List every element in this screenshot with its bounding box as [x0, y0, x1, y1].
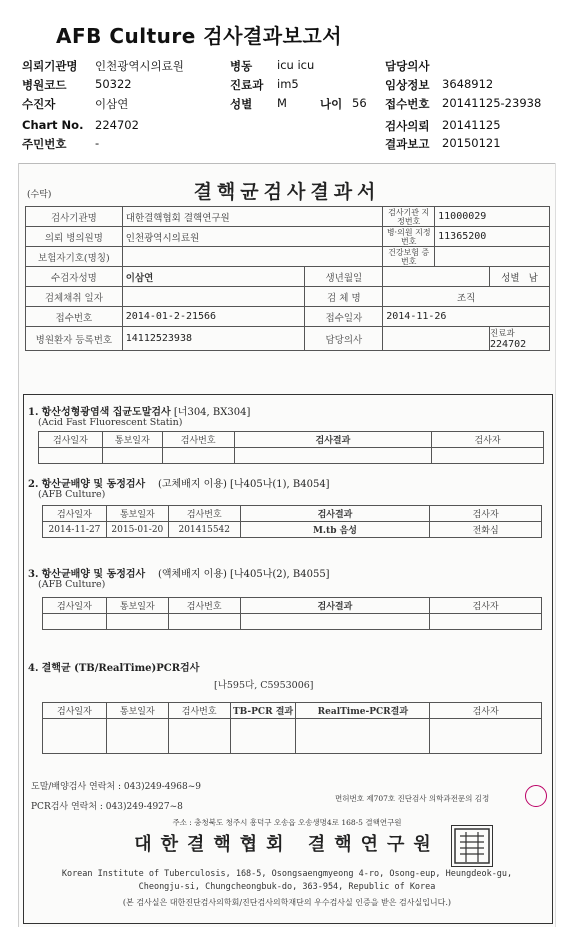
- hospital-code-label: 병원코드: [22, 78, 67, 92]
- dept-label: 진료과: [230, 78, 264, 92]
- section-1-code: [너304, BX304]: [173, 407, 251, 418]
- form-doctor: [383, 327, 490, 351]
- org-code-label: 검사기관 지정번호: [383, 207, 435, 227]
- specimen-label: 검 체 명: [305, 287, 383, 307]
- req-code-label: 병·의원 지정번호: [383, 227, 435, 247]
- contact-culture: 도말/배양검사 연락처 : 043)249-4968~9: [31, 782, 201, 792]
- section-3-subtitle: (AFB Culture): [38, 579, 106, 590]
- receipt-no: 20141125-23938: [442, 96, 542, 110]
- patient-label: 수진자: [22, 97, 56, 111]
- name-label: 수검자성명: [26, 267, 123, 287]
- age-label: 나이: [320, 97, 343, 111]
- receipt: 2014-01-2-21566: [122, 307, 305, 327]
- address-en-2: Cheongju-si, Chungcheongbuk-do, 363-954, Republic of Korea: [138, 882, 436, 892]
- sex: 남: [528, 272, 538, 284]
- reg-label: 병원환자 등록번호: [26, 327, 123, 351]
- birth-label: 생년월일: [305, 267, 383, 287]
- section-3-table: 검사일자 통보일자 검사번호 검사결과 검사자: [42, 597, 542, 630]
- ward: icu icu: [277, 58, 315, 72]
- section-3-heading: 3. 항산균배양 및 동정검사 (액체배지 이용) [나405나(2), B4055]: [28, 569, 330, 580]
- chart-no: 224702: [95, 118, 139, 132]
- org-code: 11000029: [435, 207, 550, 227]
- hospital-name-label: 의뢰기관명: [22, 59, 78, 73]
- req-code: 11365200: [435, 227, 550, 247]
- report-date: 20150121: [442, 136, 501, 150]
- section-4-heading: 4. 결핵균 (TB/RealTime)PCR검사: [28, 663, 200, 674]
- contact-pcr: PCR검사 연락처 : 043)249-4927~8: [31, 802, 183, 812]
- section-4-title: 결핵균 (TB/RealTime)PCR검사: [41, 663, 200, 674]
- report-header: [0, 54, 561, 154]
- section-2-subtitle: (AFB Culture): [38, 489, 106, 500]
- section-3-code: (액체배지 이용) [나405나(2), B4055]: [157, 569, 330, 580]
- request-date-label: 검사의뢰: [385, 119, 430, 133]
- insurance-label: 보험자기호(명칭): [26, 247, 123, 267]
- org: 대한결핵협회 결핵연구원: [122, 207, 382, 227]
- chart-no-label: Chart No.: [22, 118, 84, 132]
- consignment-tag: (수탁): [27, 190, 52, 200]
- hospital-code: 50322: [95, 77, 132, 91]
- institute-name-kr: 대한결핵협회 결핵연구원: [134, 834, 440, 855]
- section-1-title: 항산성형광염색 집균도말검사: [41, 407, 171, 418]
- receipt-label: 접수번호: [26, 307, 123, 327]
- form-dept-label: 진료과: [490, 329, 515, 339]
- sex: M: [277, 96, 287, 110]
- address-en-1: Korean Institute of Tuberculosis, 168-5, Osongsaengmyeong 4-ro, Osong-eup, Heungdeok-gu,: [61, 869, 513, 879]
- age: 56: [352, 96, 367, 110]
- insurance: [122, 247, 382, 267]
- reg: 14112523938: [122, 327, 305, 351]
- org-label: 검사기관명: [26, 207, 123, 227]
- insurance-card-label: 건강보험 증번호: [383, 247, 435, 267]
- sex-label: 성별: [230, 97, 253, 111]
- section-2-code: (고체배지 이용) [나405나(1), B4054]: [157, 479, 330, 490]
- certification-notice: (본 검사실은 대한진단검사의학회/진단검사의학재단의 우수검사실 인증을 받은 검사실입니다.): [122, 898, 452, 907]
- name: 이삼연: [122, 267, 305, 287]
- section-2-heading: 2. 항산균배양 및 동정검사 (고체배지 이용) [나405나(1), B4054]: [28, 479, 330, 490]
- report-title: AFB Culture 검사결과보고서: [56, 24, 343, 48]
- doctor-label: 담당의사: [385, 59, 430, 73]
- physician-seal: [525, 785, 547, 807]
- ward-label: 병동: [230, 59, 253, 73]
- culture-result: M.tb 음성: [240, 522, 430, 538]
- report-date-label: 결과보고: [385, 137, 430, 151]
- req-hospital-label: 의뢰 병의원명: [26, 227, 123, 247]
- sex-label: 성별: [501, 272, 520, 284]
- receipt-date: 2014-11-26: [383, 307, 550, 327]
- receipt-date-label: 접수일자: [305, 307, 383, 327]
- resident-no: -: [95, 136, 100, 150]
- request-date: 20141125: [442, 118, 501, 132]
- form-dept: 224702: [490, 339, 527, 350]
- institute-seal: [451, 825, 493, 867]
- address-kr: 주소 : 충청북도 청주시 흥덕구 오송읍 오송생명4로 168-5 결핵연구원: [172, 818, 402, 827]
- clinical-info-label: 임상정보: [385, 78, 430, 92]
- physician-cert: 면허번호 제707호 진단검사 의학과전문의 김정: [335, 794, 490, 803]
- receipt-no-label: 접수번호: [385, 97, 430, 111]
- section-2-table: 검사일자 통보일자 검사번호 검사결과 검사자 2014-11-27 2015-01-20 201415542 M.tb 음성 전화심: [42, 505, 542, 538]
- collect-label: 검체채취 일자: [26, 287, 123, 307]
- patient: 이삼연: [95, 97, 129, 111]
- collect: [122, 287, 305, 307]
- section-4-table: 검사일자 통보일자 검사번호 TB-PCR 결과 RealTime-PCR결과 검사자: [42, 702, 542, 754]
- scanned-form: [18, 163, 556, 927]
- section-1-subtitle: (Acid Fast Fluorescent Statin): [38, 417, 183, 428]
- insurance-card: [435, 247, 550, 267]
- clinical-info: 3648912: [442, 77, 494, 91]
- section-1-heading: 1. 항산성형광염색 집균도말검사 [너304, BX304]: [28, 407, 251, 418]
- hospital-name: 인천광역시의료원: [95, 59, 184, 73]
- section-4-code: [나595다, C5953006]: [214, 680, 314, 691]
- form-doctor-label: 담당의사: [305, 327, 383, 351]
- resident-no-label: 주민번호: [22, 137, 67, 151]
- patient-info-table: [25, 206, 550, 351]
- specimen: 조직: [383, 287, 550, 307]
- section-3-title: 항산균배양 및 동정검사: [41, 569, 146, 580]
- dept: im5: [277, 77, 299, 91]
- req-hospital: 인천광역시의료원: [122, 227, 382, 247]
- birth: [383, 267, 490, 287]
- section-1-table: 검사일자 통보일자 검사번호 검사결과 검사자: [38, 431, 544, 464]
- form-title: 결핵균검사결과서: [193, 181, 381, 203]
- section-2-title: 항산균배양 및 동정검사: [41, 479, 146, 490]
